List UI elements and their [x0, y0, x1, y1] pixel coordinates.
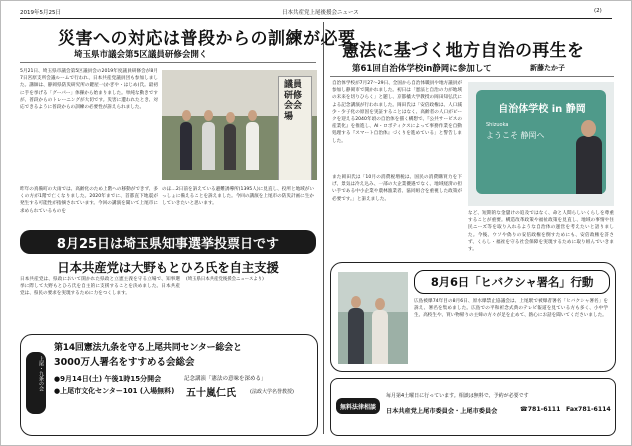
election-body: 日本共産党は、県政において開かれた県政と立憲主義を守る立場で、知事選挙に際して大野もとひろ氏を自主的に支援することを決めました。日本共産党は、県民の要求を実現するために力をつくします。	[20, 277, 180, 297]
header-rule	[20, 18, 612, 19]
hibakusha-photo	[338, 272, 408, 364]
left-article-divider	[20, 62, 316, 63]
rally-date: ●9月14日(土) 午後1時15分開会	[54, 375, 162, 383]
header-page-number: (2)	[594, 8, 602, 14]
right-article-body-col1: 自治体学校が7月27〜29日、全国から自治体職員や地方議員が参加し静岡市で開かれました。初日は「憲法と自治の力が地域の未来を切りひらく」と題し、京都橘大学教授の岡田知弘氏による記念講演が行われました。岡田氏は「安倍政権は、人口減少・少子化の原因を実証することはなく、高齢者の人口がピークを迎える2040年頃の自治体を描く構想で、『公共サービスの産業化』を推進し、AI・ロボティクスによって事務作業を自動処理する『スマート自治体』づくりを進めている」と警告しました。	[332, 81, 462, 144]
rally-lecturer-note: (法政大学名誉教授)	[250, 389, 294, 395]
election-day-banner: 8月25日は埼玉県知事選挙投票日です	[20, 230, 316, 254]
seminar-venue-sign: 議員研修会会場	[284, 80, 303, 122]
welcome-text: ようこそ 静岡へ	[486, 131, 545, 140]
shizuoka-text: Shizuoka	[486, 122, 509, 128]
left-article-body-top: 5月21日、埼玉県市議会第5区議員会の2019年度議員研修会が8月7日宮原支所会議ルームで行われ、日本共産党議員団も参加しました。講師は、静岡県防災研究所の鍵屋一(かぎや・はじめ)氏。最初に手を挙げる「グーパー」体操から始まりました。単純な動きですが、普段からのトレーニングが大切です。災害に遭われたとき、対応できるように普段からの訓練の必要性が訴えられました。	[20, 69, 158, 111]
right-article-subtitle: 第61回自治体学校in静岡に参加して	[352, 64, 492, 74]
rally-lecturer: 五十嵐仁氏	[186, 388, 236, 399]
legal-consult-badge: 無料法律相談	[336, 398, 380, 414]
right-article-divider	[330, 76, 614, 77]
footer-line1: 毎月第4土曜日に行っています。相談は無料で、予約が必要です	[386, 393, 529, 399]
rally-lecture-label: 記念講演「憲法の意味を深める」	[184, 376, 267, 382]
header-date: 2019年5月25日	[20, 10, 61, 16]
rally-venue: ●上尾市文化センター101 (入場無料)	[54, 387, 175, 395]
left-article-title: 災害への対応は普段からの訓練が必要	[58, 29, 356, 49]
jichitai-banner-text: 自治体学校 in 静岡	[498, 104, 586, 115]
election-note: (埼玉県日本共産党後援会ニュースより)	[186, 277, 264, 282]
right-article-title: 憲法に基づく地方自治の再生を	[342, 41, 585, 61]
left-article-body-lower: 昨年の真備町の大雨では、高齢化のため上階への移動ができず、多くの方が1階で亡くなりました。2020年までに、首都直下地震が発生する可能性が指摘されています。今回の講演を聞いて上尾市に求められているものを	[20, 187, 158, 214]
footer-phone: ☎781-6111	[520, 406, 561, 413]
right-article-body-bottom: など、短期的な金儲けの追及ではなく、命と人間らしいくらしを尊重することが重要。構造改革政策や福祉政策を見直し、地域の事情や住民ニーズ等を取り入れるような自治体の運営を考えたいと語りました。今後、ウソや偽りの安倍政権を倒すためにも、安倍政権を許さず、くらし・福祉を守る社会保障を実現するために取り組んでいきます。	[468, 211, 614, 253]
rally-title-2: 3000万人署名をすすめる会総会	[54, 357, 195, 368]
footer-org: 日本共産党上尾市委員会・上尾市委員会	[386, 408, 498, 415]
election-title: 日本共産党は大野もとひろ氏を自主支援	[57, 260, 279, 275]
left-article-subtitle: 埼玉県市議会第5区議員研修会開く	[74, 50, 208, 60]
rally-title: 第14回憲法九条を守る上尾共同センター総会と	[54, 343, 242, 353]
jichitai-school-photo	[468, 82, 614, 206]
right-article-author: 新藤たか子	[530, 64, 565, 72]
hibakusha-title: 8月6日「ヒバクシャ署名」行動	[414, 270, 610, 294]
left-article-body-right: のほ…2日前を訴えている避難誘導所(1395人)に見直し、役所と地域がいっしょに備えることを訴えました。今回の講演を上尾市の防災計画に生かしていきたいと思います。	[162, 187, 314, 207]
footer-fax: Fax781-6114	[566, 406, 611, 413]
rally-side-label: 上尾・九条の会	[26, 352, 46, 414]
column-divider	[323, 22, 324, 434]
seminar-photo	[162, 70, 317, 180]
header-newsletter-name: 日本共産党上尾後援会ニュース	[282, 10, 359, 16]
hibakusha-body: 広島被爆74年目の8月6日、原水爆禁止協議会は、上尾駅で被爆者署名「ヒバクシャ署名」を訴え、署名を集めました。広島での平和祈念式典のテレビ報道を見ている方も多く、小中学生、高校生や、買い物帰りの主婦の方々が足を止めて、熱心にお話を聞いてくださいました。	[414, 299, 608, 319]
right-article-body-col2: また岡田氏は「10月の消費税増税は、国民の消費購買力を下げ、景気は冷え込み、一部の大企業優遇でなく、地域経済の担い手である中小企業や農林漁業者、協同組合を重視した政策が必要です。」と訴えました。	[332, 175, 462, 202]
